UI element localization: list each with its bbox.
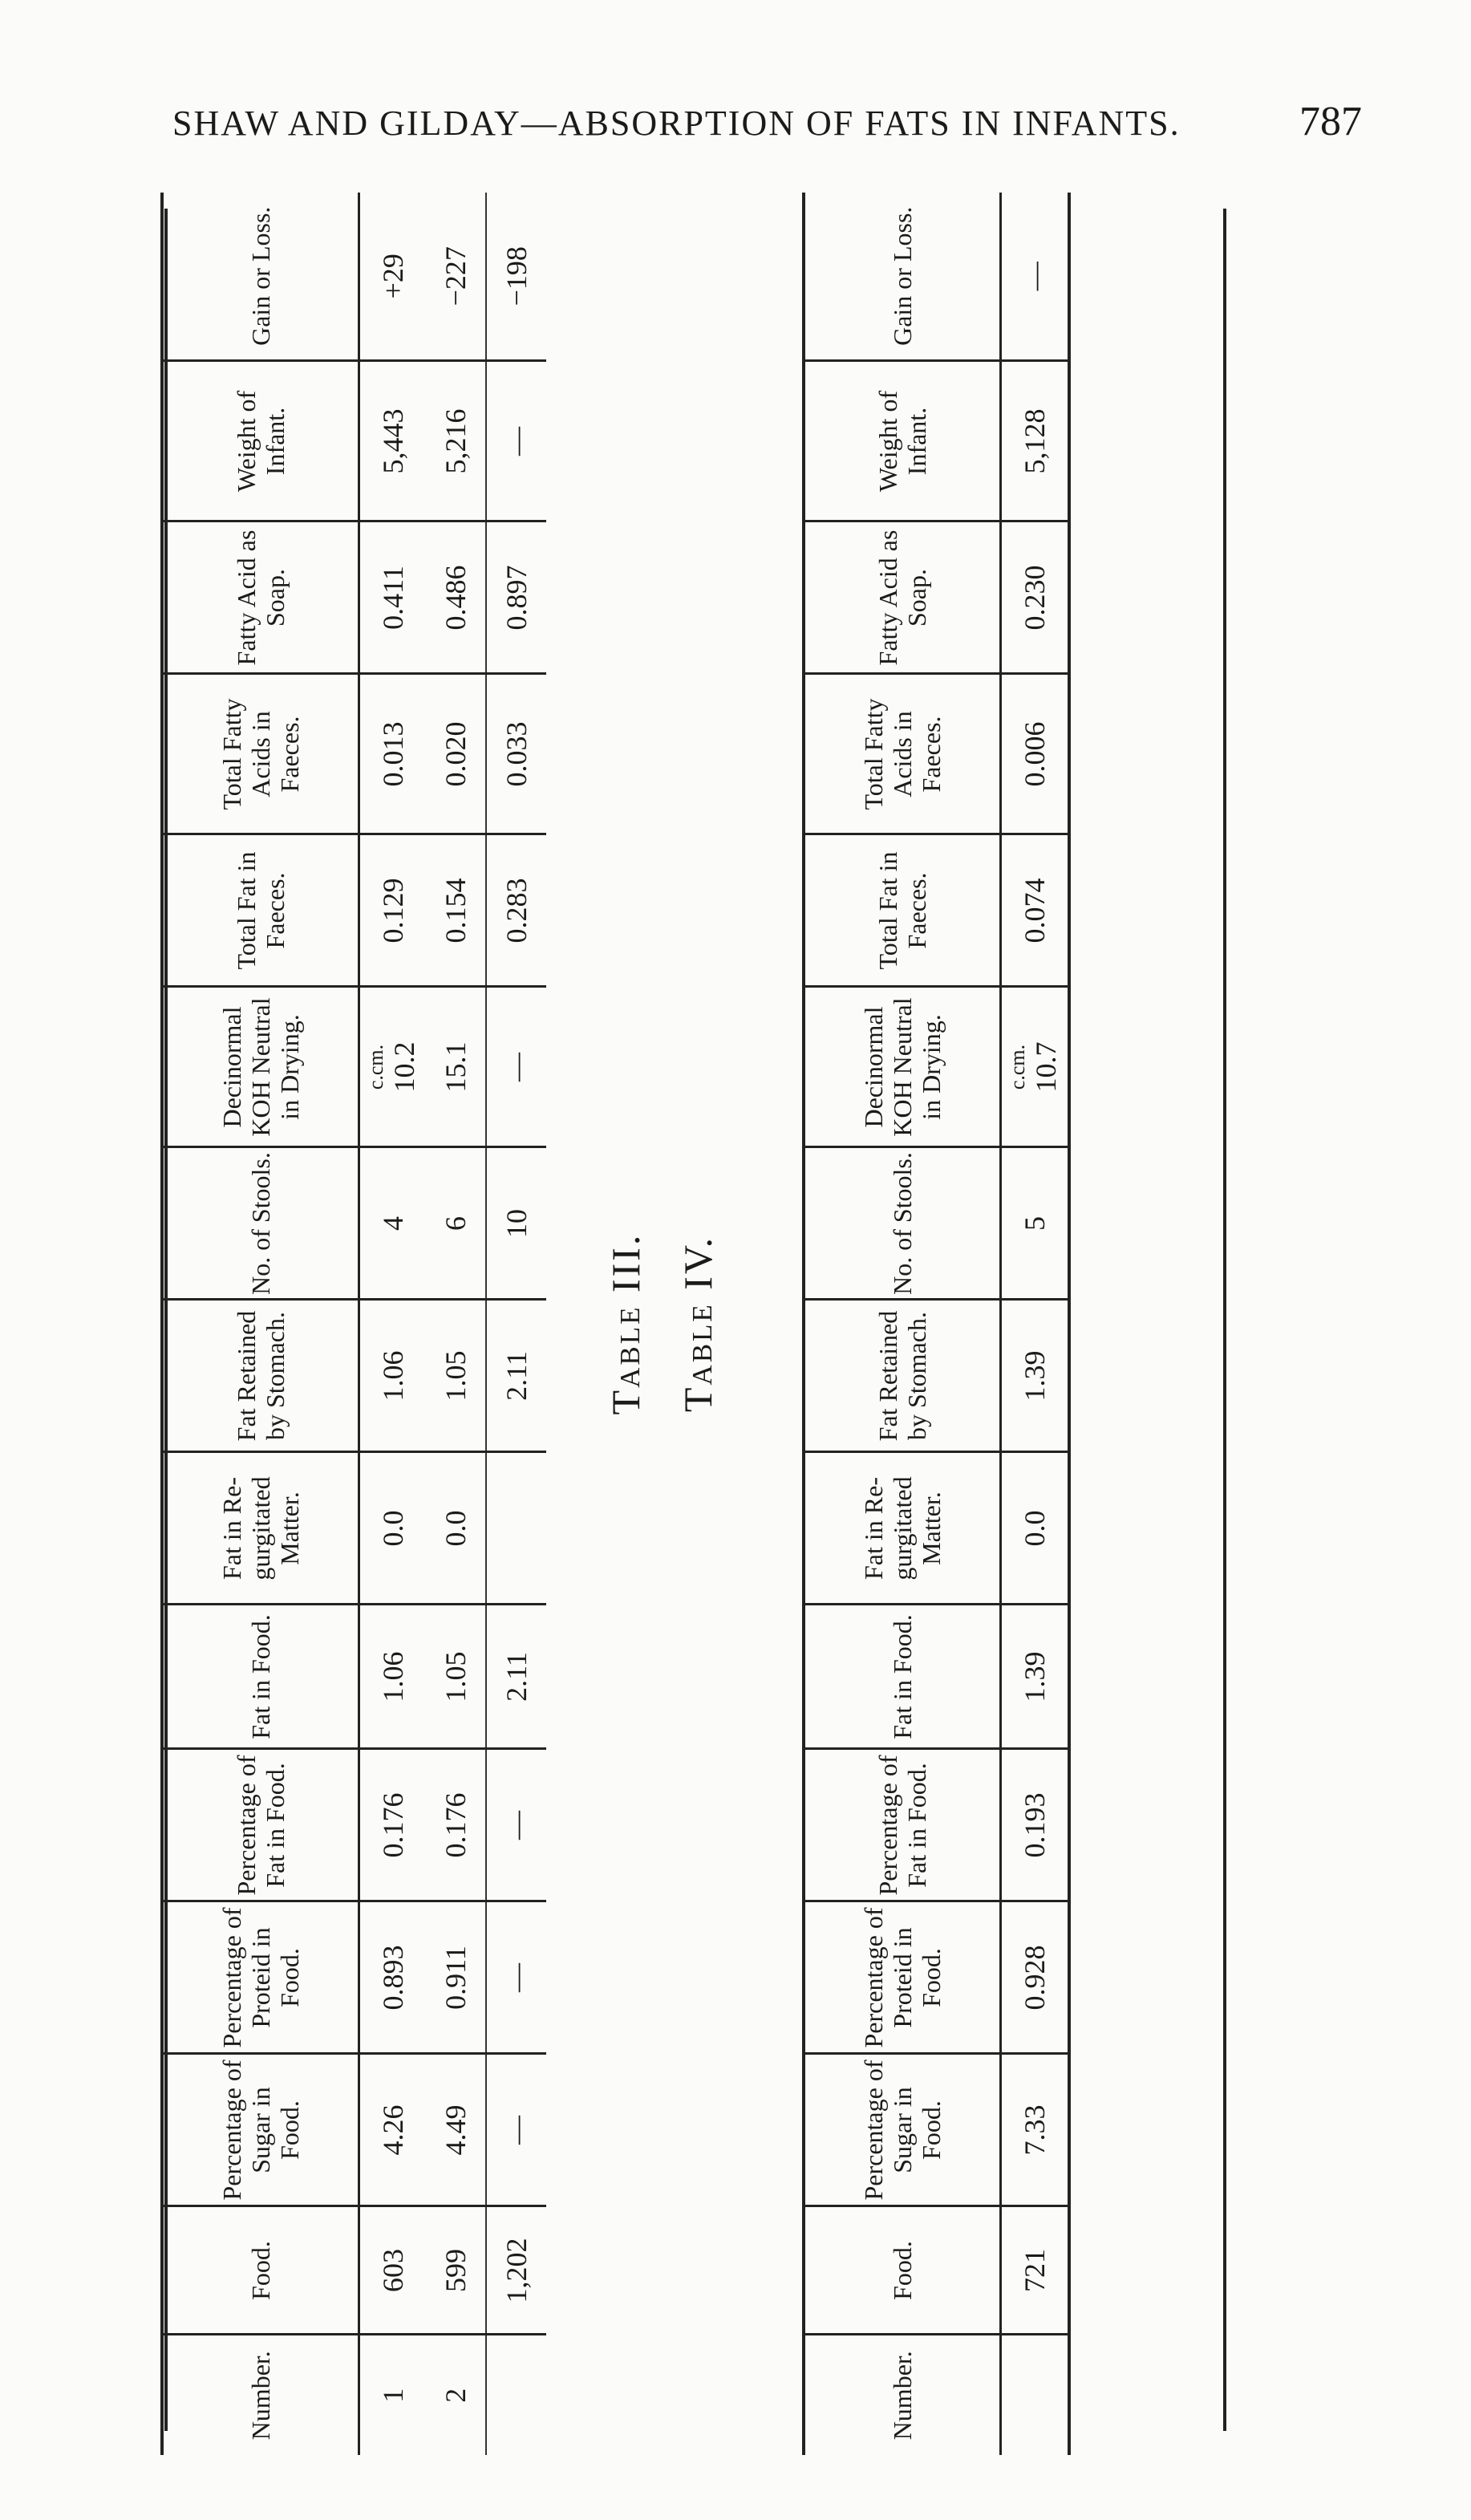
table-iii-cell-value: —: [500, 2116, 533, 2145]
table-iii: [160, 193, 674, 2455]
table-iv-cell-value: 721: [1019, 2249, 1051, 2292]
table-iii-cell-value: 599: [440, 2249, 472, 2292]
table-iii-cell: [359, 2335, 427, 2455]
table-iv-cell-value: 0.074: [1019, 878, 1051, 943]
table-iii-cell-value: 15.1: [440, 1041, 472, 1093]
table-iv-cell: [1001, 1749, 1070, 1901]
table-iv-cell-value: 0.0: [1019, 1510, 1051, 1547]
table-iii-cell-value: —: [500, 427, 533, 456]
table-iii-cell-value: 5,216: [440, 408, 472, 474]
table-iii-cell: [486, 674, 546, 834]
table-iii-cell-value: 2: [440, 2388, 472, 2403]
table-iii-cell: [486, 1605, 546, 1749]
table-iii-cell-value: 10: [500, 1209, 533, 1238]
table-iv-cell-value: 10.7: [1030, 1041, 1062, 1093]
table-iii-column-header: Fat in Food.: [162, 1605, 359, 1749]
table-iii-cell-value: 0.176: [440, 1792, 472, 1858]
table-iii-cell: [486, 1452, 546, 1605]
table-iv-cell-value: 0.928: [1019, 1945, 1051, 2011]
table-iii-cell: [486, 987, 546, 1147]
table-iii-column-header: Weight of Infant.: [162, 361, 359, 521]
table-iii-cell-value: —: [500, 1053, 533, 1081]
table-iii-cell: [426, 834, 486, 987]
table-iii-cell-value: 0.486: [440, 565, 472, 631]
table-iii-body: [359, 193, 547, 2455]
table-iv-column-header: Fat in Re- gurgitated Matter.: [804, 1452, 1001, 1605]
table-iii-cell: [486, 1749, 546, 1901]
table-iii-cell: [359, 987, 427, 1147]
table-iii-cell-value: 0.013: [377, 721, 409, 787]
table-iii-cell: [359, 1300, 427, 1452]
table-iii-cell: [426, 2206, 486, 2335]
table-iv-cell: [1001, 1147, 1070, 1300]
table-iv-column-header: Number.: [888, 2351, 917, 2441]
table-iv-column-header: Fat Retained by Stomach.: [804, 1300, 1001, 1452]
table-iv-caption: Table IV.: [675, 1235, 720, 1413]
table-iv-cell: [1001, 2206, 1070, 2335]
table-iv-unit-label: c.cm.: [1006, 1044, 1029, 1090]
table-iv-column-header: Gain or Loss.: [804, 193, 1001, 361]
table-iii-cell: [359, 2206, 427, 2335]
table-iii-cell: [486, 521, 546, 674]
table-iv-cell-value: 1.39: [1019, 1651, 1051, 1702]
table-iii-row: [426, 193, 486, 2455]
table-iii-cell: [359, 1605, 427, 1749]
page-number: 787: [1299, 99, 1362, 144]
table-iii-cell-value: 0.283: [500, 878, 533, 943]
table-iii-cell: [426, 1901, 486, 2054]
table-iv-cell-value: 0.193: [1019, 1792, 1051, 1858]
table-iii-column-header: Percentage of Fat in Food.: [162, 1749, 359, 1901]
table-iv-cell-value: 0.230: [1019, 565, 1051, 631]
table-iv-grid: [802, 193, 1071, 2455]
table-iii-cell: [359, 1749, 427, 1901]
table-iii-cell-value: 0.411: [377, 566, 409, 630]
table-iii-cell-value: −227: [440, 246, 472, 306]
table-iii-column-header: Total Fat in Faeces.: [162, 834, 359, 987]
table-iv-column-header: Total Fat in Faeces.: [804, 834, 1001, 987]
table-iii-cell: [426, 2054, 486, 2206]
table-iv-cell: [1001, 834, 1070, 987]
table-iii-cell: [426, 1300, 486, 1452]
table-iv-cell: [1001, 361, 1070, 521]
table-iii-cell: [486, 2335, 546, 2455]
table-iv-cell-value: —: [1019, 262, 1051, 291]
table-iii-row: [359, 193, 427, 2455]
table-iv-cell: [1001, 2335, 1070, 2455]
table-iii-unit-label: c.cm.: [364, 1044, 387, 1090]
table-iv-column-header: Food.: [804, 2206, 1001, 2335]
table-iii-cell: [359, 674, 427, 834]
table-iv-cell-value: 5,128: [1019, 408, 1051, 474]
table-iii-column-header: Fatty Acid as Soap.: [162, 521, 359, 674]
table-iv-cell: [1001, 1901, 1070, 2054]
table-iii-cell-value: 2.11: [500, 1652, 533, 1702]
table-iii-cell: [486, 193, 546, 361]
table-iii-cell: [359, 361, 427, 521]
table-iii-cell: [359, 1147, 427, 1300]
table-iii-cell: [426, 1749, 486, 1901]
table-iv-column-header: Percentage of Fat in Food.: [804, 1749, 1001, 1901]
table-iv-cell: [1001, 2054, 1070, 2206]
table-iv-cell: [1001, 521, 1070, 674]
table-iii-cell-value: 603: [377, 2249, 409, 2292]
table-iv-body: [1001, 193, 1070, 2455]
table-iii-cell-value: 1.05: [440, 1651, 472, 1702]
table-iv-cell-value: 7.33: [1019, 2104, 1051, 2156]
table-iii-cell-value: 5,443: [377, 408, 409, 474]
table-iii-grid: [160, 193, 546, 2455]
table-iii-column-header: Percentage of Proteid in Food.: [162, 1901, 359, 2054]
table-iii-cell: [426, 674, 486, 834]
table-iii-cell: [426, 1605, 486, 1749]
table-iii-column-header: No. of Stools.: [162, 1147, 359, 1300]
table-iii-cell: [486, 1300, 546, 1452]
table-iv-cell: [1001, 193, 1070, 361]
landscape-content: [160, 193, 1283, 2455]
table-iii-cell: [359, 1452, 427, 1605]
table-iv-column-header: Percentage of Sugar in Food.: [804, 2054, 1001, 2206]
table-iii-cell: [426, 193, 486, 361]
table-iii-cell-value: 0.0: [440, 1510, 472, 1547]
table-iii-cell-value: 1.06: [377, 1350, 409, 1402]
table-iv-row: [1001, 193, 1070, 2455]
table-iv-cell: [1001, 1300, 1070, 1452]
table-iv-column-header: No. of Stools.: [804, 1147, 1001, 1300]
table-iii-cell: [359, 2054, 427, 2206]
table-iii-column-header: Fat Retained by Stomach.: [162, 1300, 359, 1452]
table-iii-column-header: Gain or Loss.: [162, 193, 359, 361]
table-iii-cell: [359, 1901, 427, 2054]
table-iv-cell: [1001, 1452, 1070, 1605]
table-iv-column-header: Weight of Infant.: [804, 361, 1001, 521]
table-iv-column-header: Decinormal KOH Neutral in Drying.: [804, 987, 1001, 1147]
table-iii-row: [486, 193, 546, 2455]
table-iii-cell-value: 1.06: [377, 1651, 409, 1702]
table-iii-column-header: Percentage of Sugar in Food.: [162, 2054, 359, 2206]
table-iii-cell: [359, 834, 427, 987]
table-iv: [675, 193, 1283, 2455]
table-iv-cell-value: 5: [1019, 1216, 1051, 1231]
table-iii-cell: [486, 834, 546, 987]
table-iv-cell-value: 1.39: [1019, 1350, 1051, 1402]
table-iii-cell-value: 10.2: [388, 1041, 420, 1093]
table-iv-column-header: Fatty Acid as Soap.: [804, 521, 1001, 674]
table-iii-cell-value: 0.0: [377, 1510, 409, 1547]
table-iii-cell-value: 0.911: [440, 1946, 472, 2010]
table-iii-cell: [486, 2206, 546, 2335]
table-iii-cell: [486, 1901, 546, 2054]
table-iii-cell-value: 4: [377, 1216, 409, 1231]
table-iv-cell: [1001, 1605, 1070, 1749]
table-iii-cell-value: —: [500, 1963, 533, 1992]
table-iii-column-header: Number.: [246, 2351, 275, 2441]
table-iii-caption: Table III.: [603, 1232, 648, 1415]
table-iii-cell-value: 0.033: [500, 721, 533, 787]
table-iii-cell: [426, 1147, 486, 1300]
table-iii-column-header: Fat in Re- gurgitated Matter.: [162, 1452, 359, 1605]
table-iii-cell-value: 0.154: [440, 878, 472, 943]
running-head: [0, 0, 1471, 193]
table-iii-cell: [359, 193, 427, 361]
table-iii-cell-value: −198: [500, 246, 533, 306]
table-iii-cell-value: +29: [377, 254, 409, 299]
table-iii-cell: [486, 361, 546, 521]
table-iv-column-header: Fat in Food.: [804, 1605, 1001, 1749]
table-iii-column-header: Food.: [162, 2206, 359, 2335]
table-iii-cell: [486, 1147, 546, 1300]
table-iii-cell-value: 0.897: [500, 565, 533, 631]
table-iii-cell: [426, 987, 486, 1147]
table-iv-cell-value: 0.006: [1019, 721, 1051, 787]
table-iv-cell: [1001, 987, 1070, 1147]
table-iii-cell-value: 1,202: [500, 2238, 533, 2303]
table-iii-cell-value: 6: [440, 1216, 472, 1231]
table-iii-cell: [359, 521, 427, 674]
table-iii-cell-value: 2.11: [500, 1351, 533, 1401]
running-head-title: SHAW AND GILDAY—ABSORPTION OF FATS IN INFANTS.: [172, 103, 1181, 143]
table-iii-cell-value: 4.26: [377, 2104, 409, 2156]
table-iii-cell: [426, 2335, 486, 2455]
table-iii-cell-value: 0.176: [377, 1792, 409, 1858]
table-iii-cell-value: 0.129: [377, 878, 409, 943]
table-iii-header-row: [162, 193, 359, 2455]
table-iii-cell-value: 0.020: [440, 721, 472, 787]
rotated-page: [160, 193, 1283, 2455]
table-iii-cell-value: —: [500, 1811, 533, 1840]
table-iv-column-header: Percentage of Proteid in Food.: [804, 1901, 1001, 2054]
table-iii-cell: [486, 2054, 546, 2206]
table-iii-cell-value: 0.893: [377, 1945, 409, 2011]
table-iii-cell: [426, 521, 486, 674]
table-iii-cell: [426, 361, 486, 521]
table-iii-cell-value: 4.49: [440, 2104, 472, 2156]
table-iii-column-header: Total Fatty Acids in Faeces.: [162, 674, 359, 834]
table-iv-cell: [1001, 674, 1070, 834]
table-iv-column-header: Total Fatty Acids in Faeces.: [804, 674, 1001, 834]
table-iii-cell-value: 1.05: [440, 1350, 472, 1402]
table-iii-column-header: Decinormal KOH Neutral in Drying.: [162, 987, 359, 1147]
table-iii-cell-value: 1: [377, 2388, 409, 2403]
table-iii-cell: [426, 1452, 486, 1605]
table-iv-header-row: [804, 193, 1001, 2455]
